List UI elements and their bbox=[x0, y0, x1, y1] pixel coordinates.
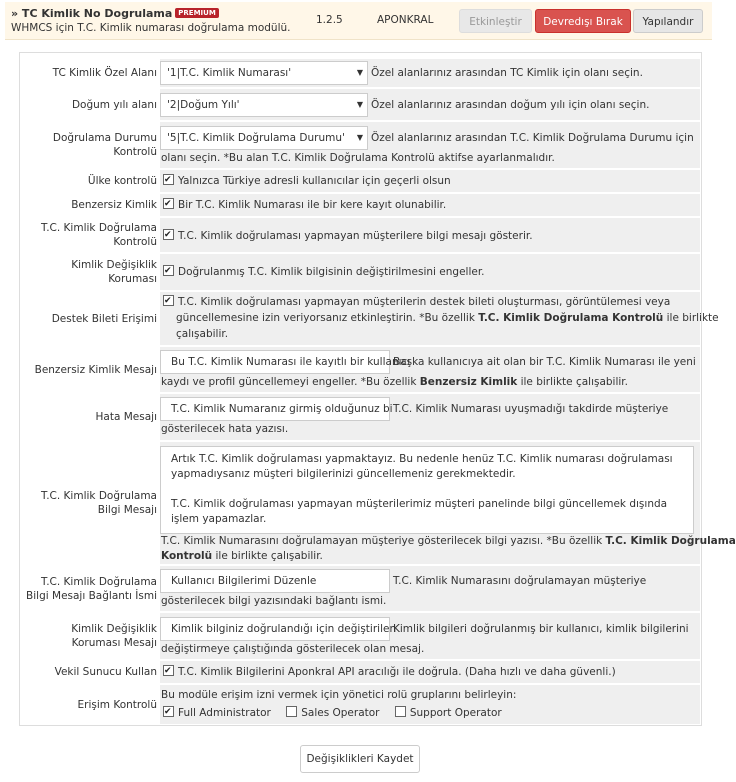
row-unique-msg: Benzersiz Kimlik Mesajı Bu T.C. Kimlik Numarası ile kayıtlı bir kullanıcı Başka kullanıcıya ait olan bir T.C. Kimlik Numarası ile yeni kaydı ve profil güncellemeyi engeller. *Bu özellik Benzersiz Kimlik ile birlikte çalışabilir. bbox=[20, 346, 701, 393]
info-msg-textarea[interactable]: Artık T.C. Kimlik doğrulaması yapmaktayız. Bu nedenle henüz T.C. Kimlik numarası doğrulaması yapmadıysanız müşteri bilgilerinizi güncellemeniz gerekmektedir. T.C. Kimlik doğrulaması yapmayan müşterilerimiz müşteri panelinde bilgi güncellemek dışında işlem yapamazlar. bbox=[160, 446, 694, 534]
link-name-input[interactable]: Kullanıcı Bilgilerimi Düzenle bbox=[160, 569, 390, 593]
unique-checkbox[interactable] bbox=[163, 198, 174, 209]
label-link-name: T.C. Kimlik Doğrulama Bilgi Mesajı Bağlantı İsmi bbox=[21, 566, 159, 611]
verify-control-checkbox[interactable] bbox=[163, 229, 174, 240]
label-birth-year: Doğum yılı alanı bbox=[21, 89, 159, 120]
row-info-msg: T.C. Kimlik Doğrulama Bilgi Mesajı Artık T.C. Kimlik doğrulaması yapmaktayız. Bu nedenle henüz T.C. Kimlik numarası doğrulaması yapmadıysanız müşteri bilgilerinizi güncellemeniz gerekmektedir. T.C. Kimlik doğrulaması yapmayan müşterilerimiz müşteri panelinde bilgi güncellemek dışında işlem yapamazlar. T.C. Kimlik Numarasını doğrulamayan müşteriye gösterilecek bilgi yazısı. *Bu özellik T.C. Kimlik Doğrulama Kontrolü ile birlikte çalışabilir. bbox=[20, 441, 701, 565]
row-tc-field: TC Kimlik Özel Alanı '1|T.C. Kimlik Numarası' ▼ Özel alanlarınız arasından TC Kimlik için olanı seçin. bbox=[20, 58, 701, 88]
label-support: Destek Bileti Erişimi bbox=[21, 292, 159, 345]
module-header bbox=[5, 2, 712, 40]
label-verify-control: T.C. Kimlik Doğrulama Kontrolü bbox=[21, 218, 159, 252]
config-panel bbox=[19, 52, 736, 726]
premium-badge: PREMIUM bbox=[175, 8, 219, 18]
label-protection: Kimlik Değişiklik Koruması bbox=[21, 254, 159, 290]
module-version: 1.2.5 bbox=[316, 14, 343, 26]
label-unique: Benzersiz Kimlik bbox=[21, 194, 159, 216]
birth-year-select[interactable]: '2|Doğum Yılı' ▼ bbox=[160, 93, 368, 117]
country-checkbox[interactable] bbox=[163, 174, 174, 185]
row-unique: Benzersiz Kimlik ✔ Bir T.C. Kimlik Numarası ile bir kere kayıt olunabilir. bbox=[20, 193, 701, 217]
module-title: » TC Kimlik No Dogrulama PREMIUM bbox=[11, 7, 219, 20]
configure-button[interactable]: Yapılandır bbox=[633, 9, 703, 33]
chevron-down-icon: ▼ bbox=[356, 68, 363, 77]
chevron-down-icon: ▼ bbox=[356, 100, 363, 109]
row-link-name: T.C. Kimlik Doğrulama Bilgi Mesajı Bağlantı İsmi Kullanıcı Bilgilerimi Düzenle T.C. Kimlik Numarasını doğrulamayan müşteriye gösterilecek bilgi yazısındaki bağlantı ismi. bbox=[20, 565, 701, 612]
tc-field-select[interactable]: '1|T.C. Kimlik Numarası' ▼ bbox=[160, 61, 368, 85]
activate-button: Etkinleştir bbox=[459, 9, 532, 33]
unique-msg-input[interactable]: Bu T.C. Kimlik Numarası ile kayıtlı bir kullanıcı bbox=[160, 350, 390, 374]
row-birth-year: Doğum yılı alanı '2|Doğum Yılı' ▼ Özel alanlarınız arasından doğum yılı için olanı seçin. bbox=[20, 88, 701, 121]
label-verify-status: Doğrulama Durumu Kontrolü bbox=[21, 122, 159, 168]
protection-msg-input[interactable]: Kimlik bilginiz doğrulandığı için değiştirilen bbox=[160, 617, 390, 641]
role-full-admin-checkbox[interactable] bbox=[163, 706, 174, 717]
module-author: APONKRAL bbox=[377, 14, 434, 26]
row-country: Ülke kontrolü ✔ Yalnızca Türkiye adresli kullanıcılar için geçerli olsun bbox=[20, 169, 701, 193]
row-protection: Kimlik Değişiklik Koruması ✔Doğrulanmış T.C. Kimlik bilgisinin değiştirilmesini engeller. bbox=[20, 253, 701, 291]
row-support: Destek Bileti Erişimi ✔T.C. Kimlik doğrulaması yapmayan müşterilerin destek bileti oluşturması, görüntülemesi veya güncellemesine izin veriyorsanız etkinleştirin. *Bu özellik T.C. Kimlik Doğrulama Kontrolü ile birlikte çalışabilir. bbox=[20, 291, 701, 346]
role-support-operator-checkbox[interactable] bbox=[395, 706, 406, 717]
deactivate-button[interactable]: Devredışı Bırak bbox=[535, 9, 631, 33]
row-error-msg: Hata Mesajı T.C. Kimlik Numaranız girmiş olduğunuz bi T.C. Kimlik Numarası uyuşmadığı takdirde müşteriye gösterilecek hata yazısı. bbox=[20, 393, 701, 441]
label-country: Ülke kontrolü bbox=[21, 170, 159, 192]
module-description: WHMCS için T.C. Kimlik numarası doğrulama modülü. bbox=[11, 22, 291, 34]
protection-checkbox[interactable] bbox=[163, 265, 174, 276]
label-protection-msg: Kimlik Değişiklik Koruması Mesajı bbox=[21, 613, 159, 659]
chevron-down-icon: ▼ bbox=[356, 133, 363, 142]
error-msg-input[interactable]: T.C. Kimlik Numaranız girmiş olduğunuz bi bbox=[160, 397, 390, 421]
support-checkbox[interactable] bbox=[163, 295, 174, 306]
label-tc-field: TC Kimlik Özel Alanı bbox=[21, 59, 159, 87]
label-error-msg: Hata Mesajı bbox=[21, 394, 159, 440]
row-proxy: Vekil Sunucu Kullan ✔ T.C. Kimlik Bilgilerini Aponkral API aracılığı ile doğrula. (Daha hızlı ve daha güvenli.) bbox=[20, 660, 701, 684]
label-proxy: Vekil Sunucu Kullan bbox=[21, 661, 159, 683]
label-access: Erişim Kontrolü bbox=[21, 685, 159, 724]
save-button[interactable]: Değişiklikleri Kaydet bbox=[300, 745, 420, 773]
verify-status-select[interactable]: '5|T.C. Kimlik Doğrulama Durumu' ▼ bbox=[160, 126, 368, 150]
row-access: Erişim Kontrolü Bu modüle erişim izni vermek için yönetici rolü gruplarını belirleyin: ✔Full Administrator Sales Operator Support Operator bbox=[20, 684, 701, 725]
label-unique-msg: Benzersiz Kimlik Mesajı bbox=[21, 347, 159, 392]
label-info-msg: T.C. Kimlik Doğrulama Bilgi Mesajı bbox=[21, 442, 159, 564]
proxy-checkbox[interactable] bbox=[163, 665, 174, 676]
row-protection-msg: Kimlik Değişiklik Koruması Mesajı Kimlik bilginiz doğrulandığı için değiştirilen Kimlik bilgileri doğrulanmış bir kullanıcı, kimlik bilgilerini değiştirmeye çalıştığında gösterilecek olan mesaj. bbox=[20, 612, 701, 660]
row-verify-status: Doğrulama Durumu Kontrolü '5|T.C. Kimlik Doğrulama Durumu' ▼ Özel alanlarınız arasından T.C. Kimlik Doğrulama Durumu için olanı seçin. *Bu alan T.C. Kimlik Doğrulama Kontrolü aktifse ayarlanmalıdır. bbox=[20, 121, 701, 169]
role-sales-operator-checkbox[interactable] bbox=[286, 706, 297, 717]
row-verify-control: T.C. Kimlik Doğrulama Kontrolü ✔ T.C. Kimlik doğrulaması yapmayan müşterilere bilgi mesajı gösterir. bbox=[20, 217, 701, 253]
